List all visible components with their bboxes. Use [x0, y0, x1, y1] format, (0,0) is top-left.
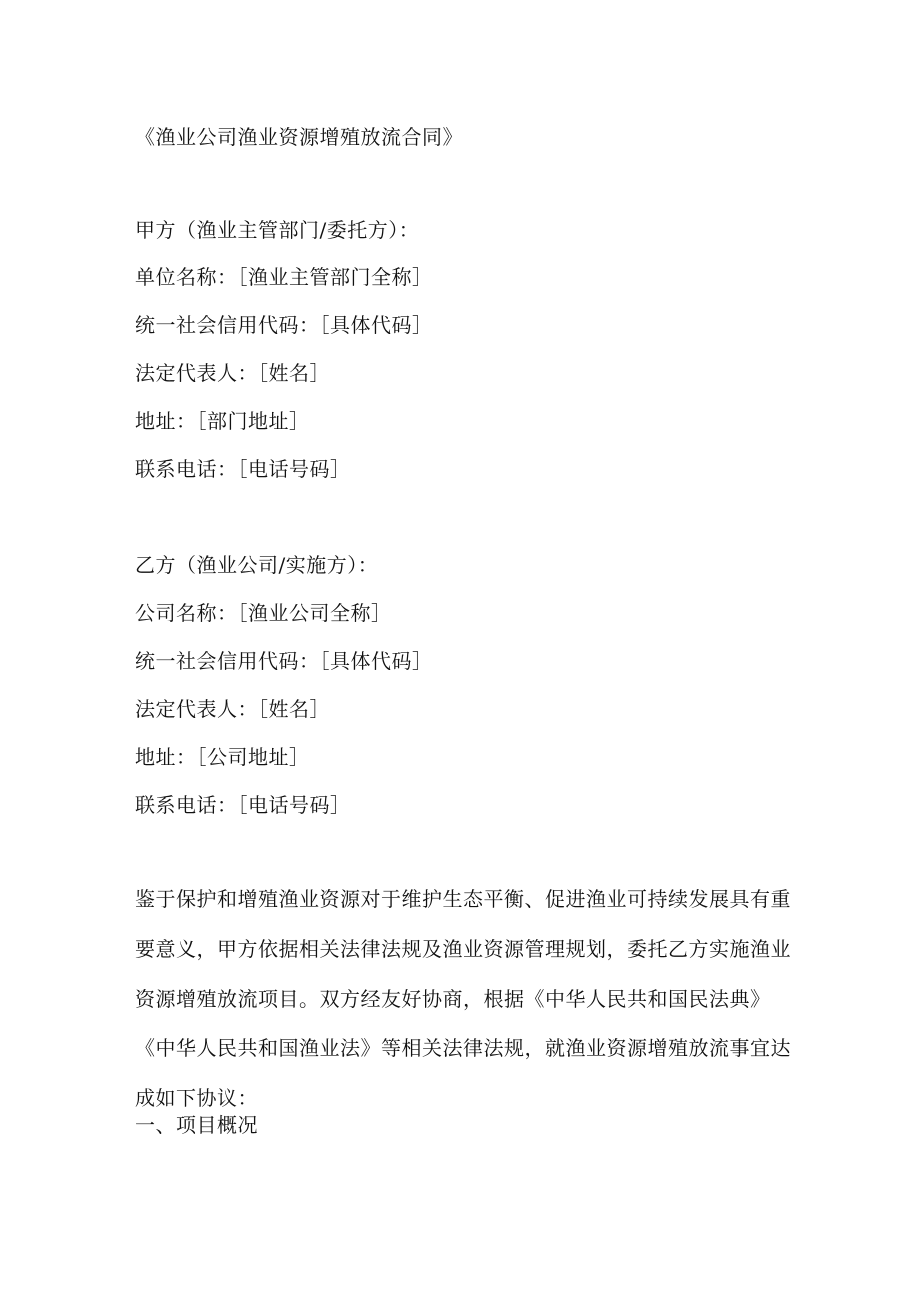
preamble-line: 资源增殖放流项目。双方经友好协商，根据《中华人民共和国民法典》 [135, 987, 771, 1011]
party-b-name: 公司名称：［渔业公司全称］ [135, 601, 392, 625]
section-heading: 一、项目概况 [135, 1113, 258, 1137]
preamble-line: 成如下协议： [135, 1086, 258, 1110]
party-b-phone: 联系电话：［电话号码］ [135, 793, 351, 817]
document-title: 《渔业公司渔业资源增殖放流合同》 [135, 125, 463, 149]
party-b-heading: 乙方（渔业公司/实施方）： [135, 553, 379, 577]
party-a-address: 地址：［部门地址］ [135, 409, 310, 433]
party-b-representative: 法定代表人：［姓名］ [135, 697, 330, 721]
party-a-heading: 甲方（渔业主管部门/委托方）： [135, 218, 420, 242]
preamble-line: 要意义，甲方依据相关法律法规及渔业资源管理规划，委托乙方实施渔业 [135, 937, 791, 961]
party-b-credit-code: 统一社会信用代码：［具体代码］ [135, 649, 433, 673]
party-a-representative: 法定代表人：［姓名］ [135, 361, 330, 385]
preamble-line: 鉴于保护和增殖渔业资源对于维护生态平衡、促进渔业可持续发展具有重 [135, 887, 791, 911]
party-b-address: 地址：［公司地址］ [135, 745, 310, 769]
party-a-credit-code: 统一社会信用代码：［具体代码］ [135, 313, 433, 337]
party-a-phone: 联系电话：［电话号码］ [135, 457, 351, 481]
preamble-line: 《中华人民共和国渔业法》等相关法律法规，就渔业资源增殖放流事宜达 [135, 1036, 791, 1060]
party-a-name: 单位名称：［渔业主管部门全称］ [135, 265, 433, 289]
